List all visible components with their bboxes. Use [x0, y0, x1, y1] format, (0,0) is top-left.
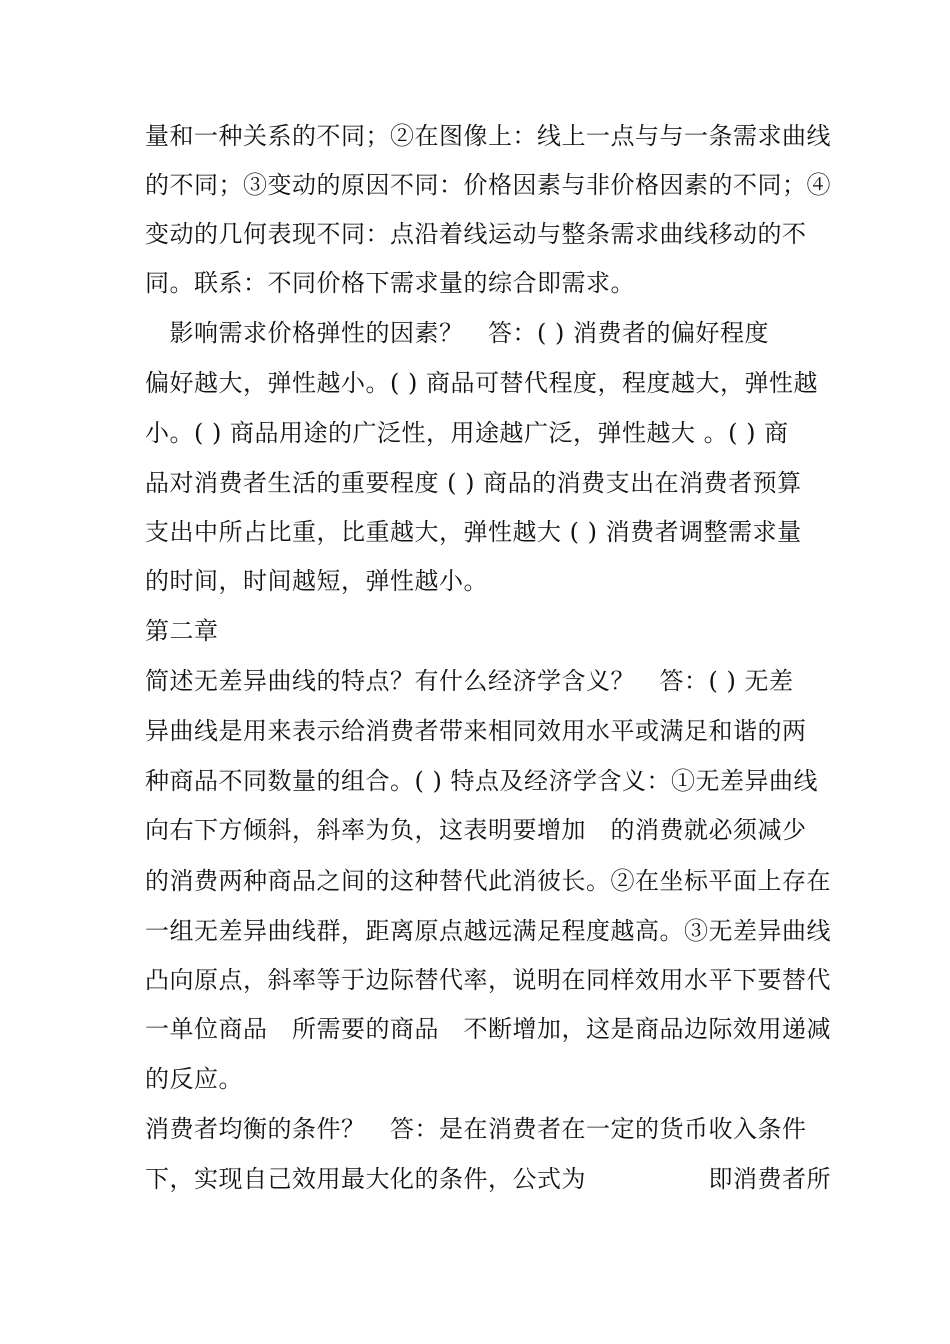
text-line: 种商品不同数量的组合。( ) 特点及经济学含义：①无差异曲线: [145, 767, 818, 795]
text-line: 的反应。: [145, 1065, 243, 1093]
text-line: 品对消费者生活的重要程度 ( ) 商品的消费支出在消费者预算: [145, 469, 802, 497]
text-line: 向右下方倾斜，斜率为负，这表明要增加 的消费就必须减少: [145, 816, 807, 844]
text-line: 下，实现自己效用最大化的条件，公式为 即消费者所: [145, 1165, 831, 1193]
text-line: 异曲线是用来表示给消费者带来相同效用水平或满足和谐的两: [145, 717, 807, 745]
text-line: 的时间，时间越短，弹性越小。: [145, 567, 488, 595]
text-line: 简述无差异曲线的特点？有什么经济学含义？ 答：( ) 无差: [145, 667, 794, 695]
text-line: 的消费两种商品之间的这种替代此消彼长。②在坐标平面上存在: [145, 867, 831, 895]
text-line: 同。联系：不同价格下需求量的综合即需求。: [145, 269, 635, 297]
text-line: 支出中所占比重，比重越大，弹性越大 ( ) 消费者调整需求量: [145, 518, 802, 546]
text-line: 量和一种关系的不同；②在图像上：线上一点与与一条需求曲线: [145, 122, 831, 150]
text-line: 消费者均衡的条件？ 答：是在消费者在一定的货币收入条件: [145, 1115, 807, 1143]
text-line: 一组无差异曲线群，距离原点越远满足程度越高。③无差异曲线: [145, 917, 831, 945]
text-line: 一单位商品 所需要的商品 不断增加，这是商品边际效用递减: [145, 1015, 831, 1043]
text-line: 影响需求价格弹性的因素？ 答：( ) 消费者的偏好程度: [145, 319, 769, 347]
text-line: 小。( ) 商品用途的广泛性，用途越广泛，弹性越大 。( ) 商: [145, 419, 789, 447]
text-line: 偏好越大，弹性越小。( ) 商品可替代程度，程度越大，弹性越: [145, 369, 818, 397]
chapter-heading: 第二章: [145, 617, 219, 645]
text-line: 变动的几何表现不同：点沿着线运动与整条需求曲线移动的不: [145, 220, 807, 248]
text-line: 的不同；③变动的原因不同：价格因素与非价格因素的不同；④: [145, 171, 831, 199]
text-line: 凸向原点，斜率等于边际替代率，说明在同样效用水平下要替代: [145, 966, 831, 994]
